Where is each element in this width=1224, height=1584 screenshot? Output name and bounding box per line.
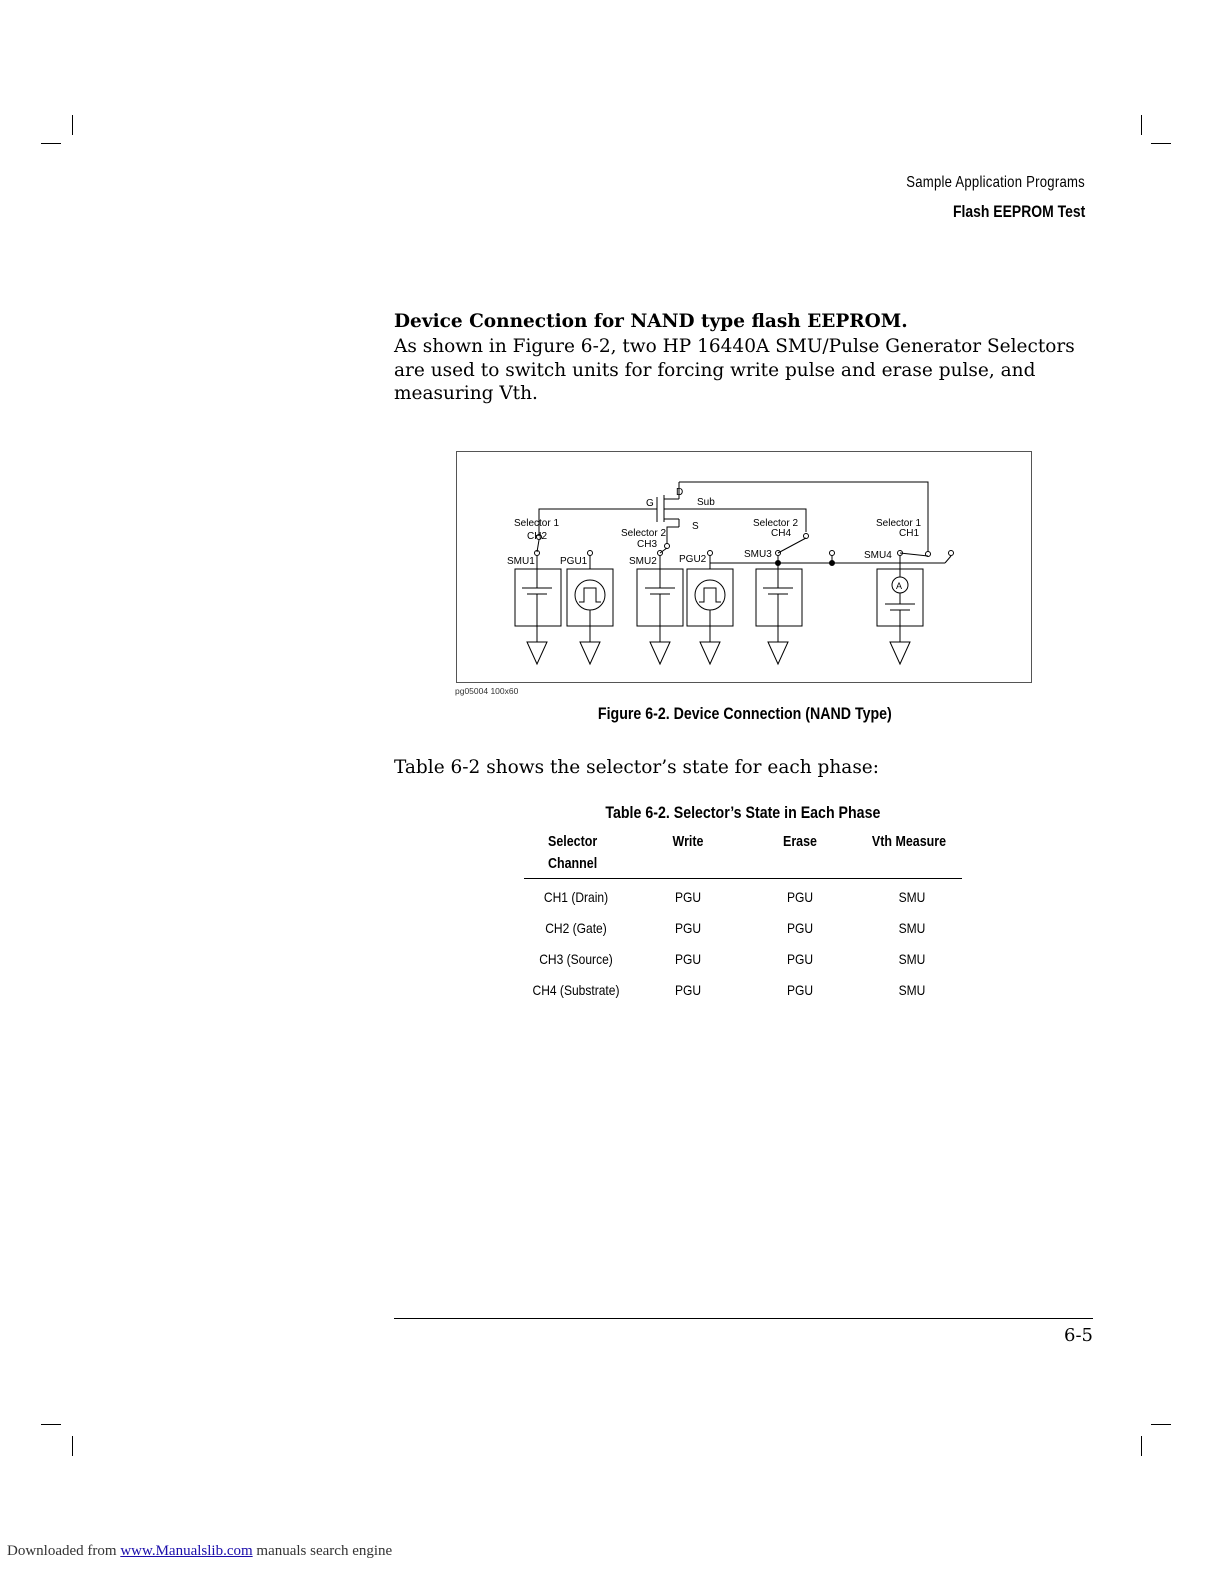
- table-cell: PGU: [786, 920, 814, 936]
- running-header-section: Sample Application Programs: [906, 174, 1085, 191]
- table-header-selector-channel: Selector Channel: [548, 834, 598, 872]
- unit-smu4: [877, 556, 923, 664]
- table-cell: PGU: [674, 920, 702, 936]
- table-title-text: Table 6-2. Selector’s State in Each Phase: [605, 804, 881, 822]
- table-cell: CH2 (Gate): [545, 920, 607, 936]
- crop-mark: [72, 115, 73, 135]
- table-cell: PGU: [674, 889, 702, 905]
- label-ch2: CH2: [527, 531, 548, 542]
- table-header-write: Write: [672, 834, 704, 850]
- table-cell: CH3 (Source): [539, 951, 613, 967]
- label-gate: G: [646, 498, 654, 509]
- download-note: [7, 1543, 392, 1560]
- table-cell: SMU: [898, 889, 926, 905]
- source-wire: [667, 527, 679, 544]
- device-connection-figure: [456, 451, 1032, 683]
- body-paragraph: As shown in Figure 6-2, two HP 16440A SMU/Pulse Generator Selectors are used to switch units for forcing write pulse and erase pulse, and measuring Vth.: [394, 336, 1075, 404]
- manualslib-link[interactable]: www.Manualslib.com: [120, 1543, 253, 1559]
- figure-caption: [457, 705, 1033, 724]
- label-selector1-left: Selector 1: [514, 518, 560, 529]
- ammeter-label: A: [896, 581, 903, 591]
- crop-mark: [72, 1436, 73, 1456]
- table-header-erase: Erase: [783, 834, 817, 850]
- page-number: 6-5: [1064, 1325, 1093, 1346]
- label-ch1: CH1: [899, 528, 920, 539]
- table-cell: CH1 (Drain): [543, 889, 609, 905]
- label-drain: D: [676, 487, 684, 498]
- label-pgu2: PGU2: [679, 554, 707, 565]
- table-cell: PGU: [674, 951, 702, 967]
- unit-pgu1: [567, 556, 613, 664]
- label-pgu1: PGU1: [560, 556, 588, 567]
- label-smu3: SMU3: [744, 549, 772, 560]
- unit-pgu2: [687, 563, 733, 664]
- unit-smu3: [756, 556, 802, 664]
- crop-mark: [1141, 115, 1142, 135]
- label-substrate: Sub: [697, 497, 715, 508]
- label-ch3: CH3: [637, 539, 658, 550]
- crop-mark: [1151, 1424, 1171, 1425]
- label-selector2-right: Selector 2: [753, 518, 799, 529]
- unit-smu1: [515, 556, 561, 664]
- crop-mark: [1141, 1436, 1142, 1456]
- table-intro-text: Table 6-2 shows the selector’s state for each phase:: [394, 757, 879, 778]
- drain-wire: [679, 482, 928, 552]
- label-selector1-right: Selector 1: [876, 518, 922, 529]
- table-title: [524, 804, 962, 823]
- table-cell: PGU: [786, 951, 814, 967]
- label-source: S: [692, 521, 699, 532]
- label-ch4: CH4: [771, 528, 792, 539]
- table-header-rule: [524, 878, 962, 879]
- running-header-title: Flash EEPROM Test: [952, 202, 1085, 221]
- crop-mark: [1151, 143, 1171, 144]
- crop-mark: [41, 1424, 61, 1425]
- figure-code: pg05004 100x60: [455, 686, 519, 696]
- table-cell: SMU: [898, 920, 926, 936]
- label-selector2-left: Selector 2: [621, 528, 667, 539]
- download-prefix: Downloaded from: [7, 1543, 121, 1559]
- label-smu4: SMU4: [864, 550, 892, 561]
- label-smu2: SMU2: [629, 556, 657, 567]
- crop-mark: [41, 143, 61, 144]
- table-cell: PGU: [786, 982, 814, 998]
- section-heading: Device Connection for NAND type flash EEPROM.: [394, 311, 908, 332]
- table-cell: CH4 (Substrate): [532, 982, 620, 998]
- footer-rule: [394, 1318, 1093, 1319]
- table-cell: PGU: [674, 982, 702, 998]
- table-header-vth-measure: Vth Measure: [871, 834, 947, 850]
- figure-caption-text: Figure 6-2. Device Connection (NAND Type): [598, 705, 892, 723]
- table-cell: SMU: [898, 982, 926, 998]
- table-cell: PGU: [786, 889, 814, 905]
- table-cell: SMU: [898, 951, 926, 967]
- transistor-symbol: [657, 482, 692, 527]
- unit-smu2: [637, 556, 683, 664]
- label-smu1: SMU1: [507, 556, 535, 567]
- download-suffix: manuals search engine: [252, 1543, 393, 1559]
